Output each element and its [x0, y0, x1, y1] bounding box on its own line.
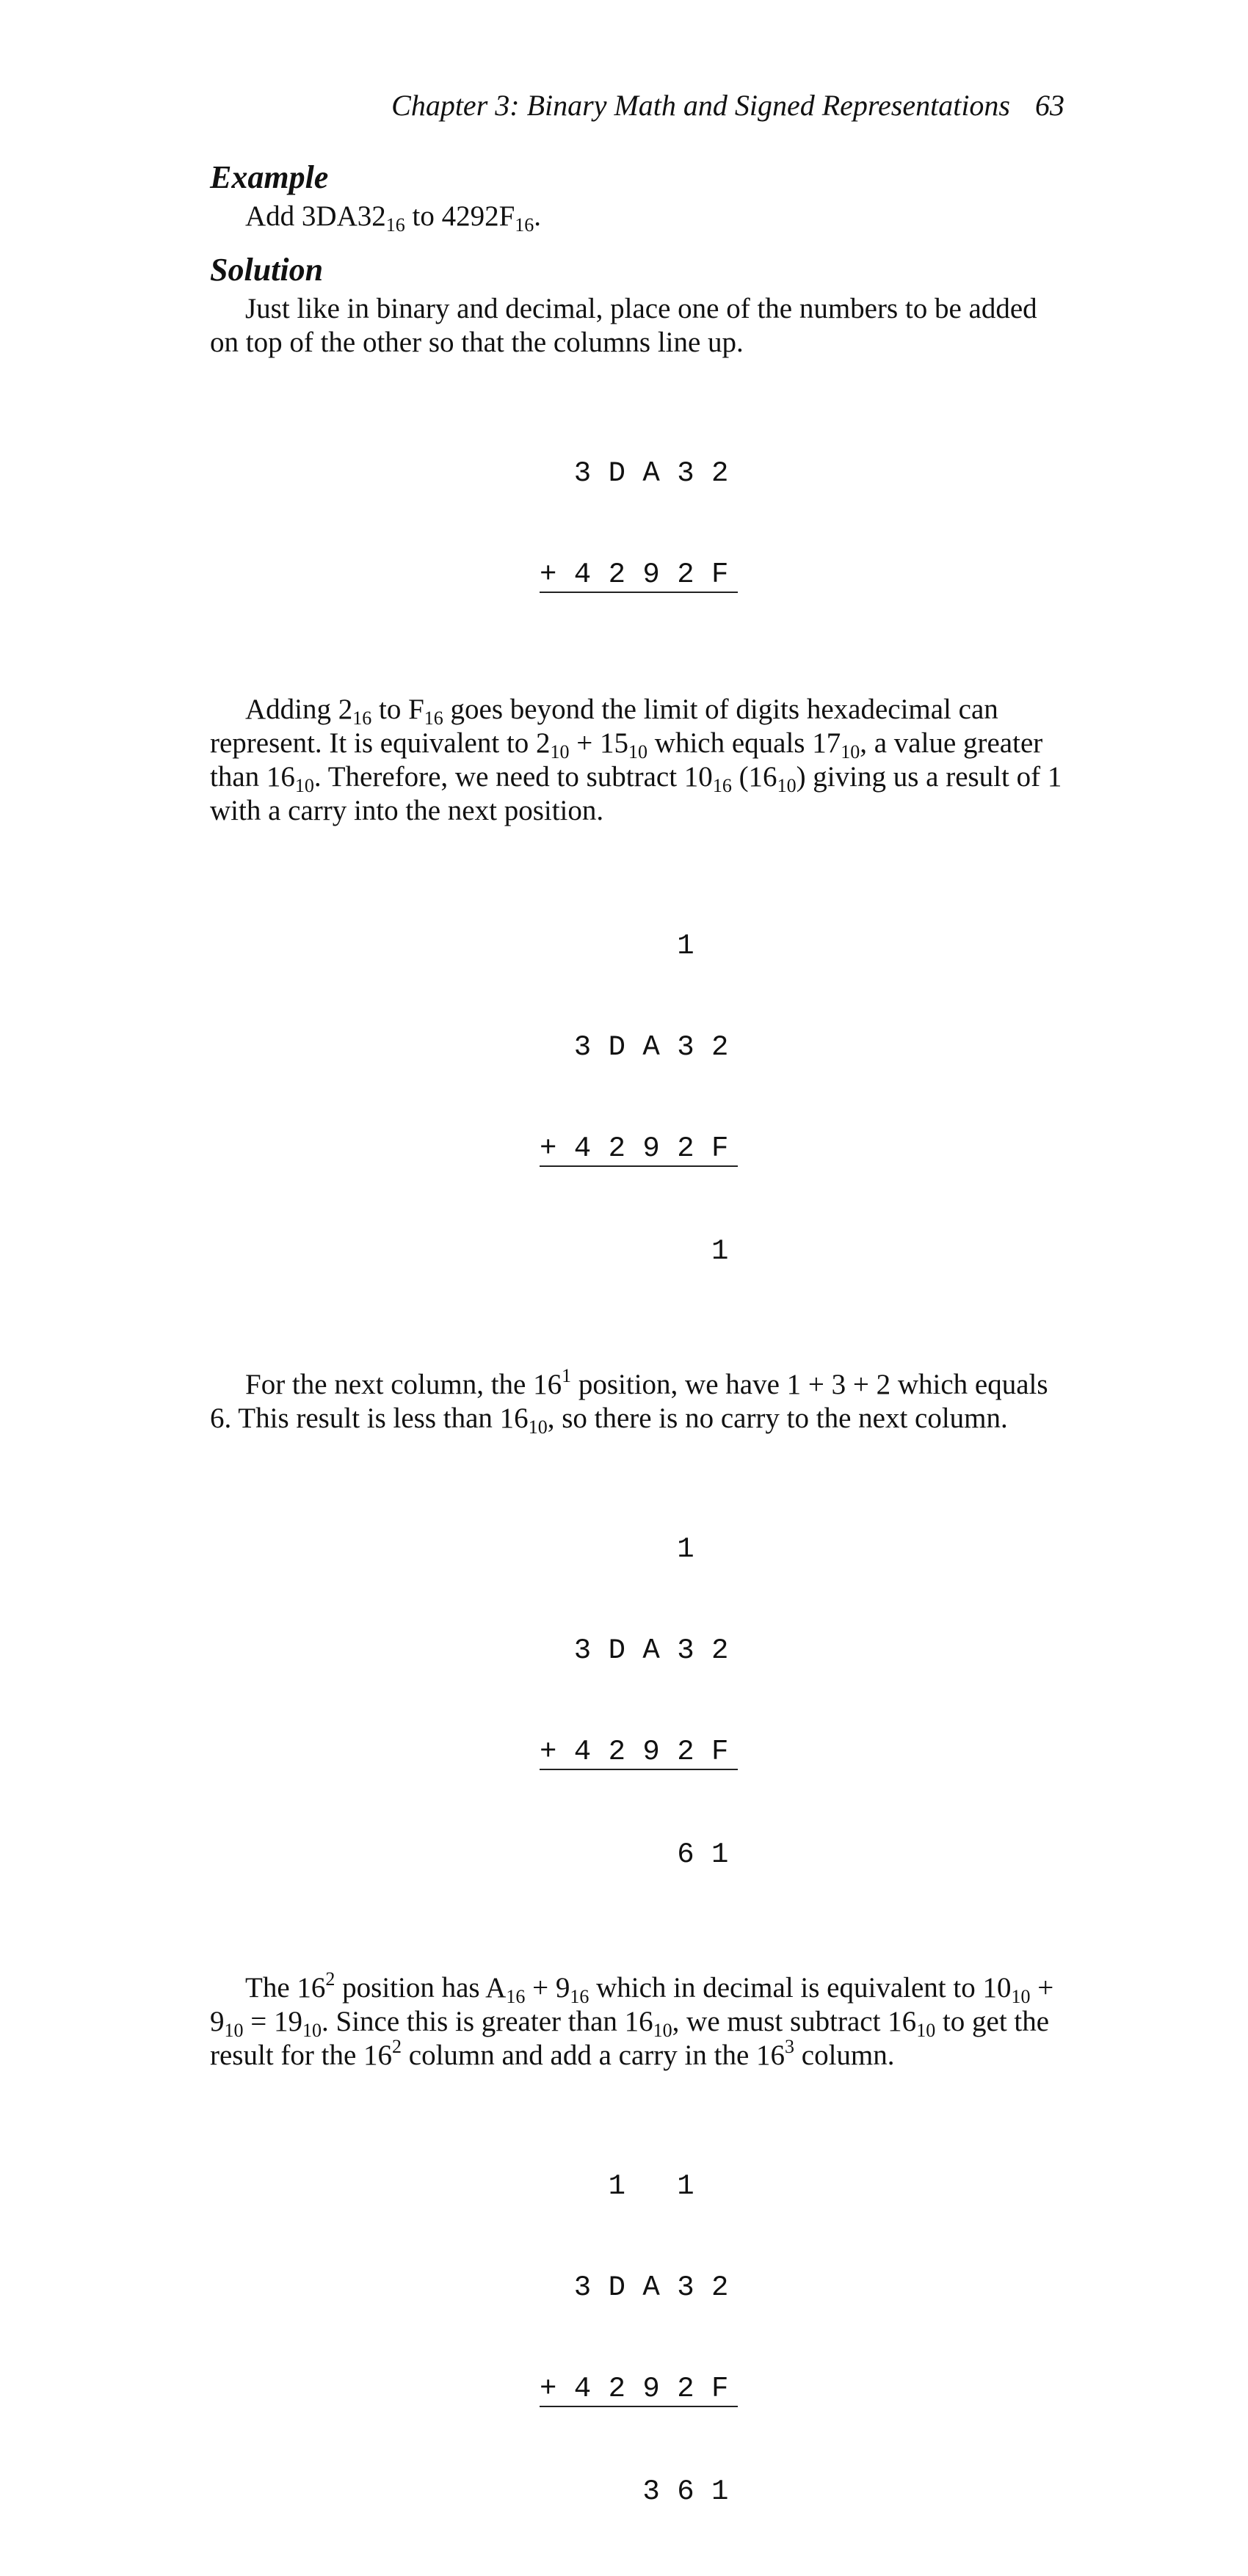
result-row: 1	[540, 1235, 729, 1267]
paragraph-ones-column: Adding $2_{16}$ to $F_{16}$ goes beyond the limit of digits hexadecimal can represent. It is equivalent to $2_{10} + 15_{10}$ which equals $17_{10}$, a value greater than $16_{10}$. Therefore, we need to subtract $10_{16}$ $(16_{10})$ giving us a result of 1 with a carry into the next position.	[210, 694, 1062, 826]
second-operand: + 4 2 9 2 F	[540, 1735, 738, 1770]
example-heading: Example	[210, 159, 329, 195]
top-operand: 3 D A 3 2	[540, 1031, 729, 1063]
carry-row: 1 1	[540, 2170, 729, 2202]
addition-step-2	[540, 862, 738, 1336]
result-row: 3 6 1	[540, 2475, 729, 2508]
top-operand: 3 D A 3 2	[540, 2271, 729, 2304]
paragraph-sixteens-column: For the next column, the $16^1$ position, we have 1 + 3 + 2 which equals 6. This result is less than $16_{10}$, so there is no carry to the next column.	[210, 1365, 1048, 1438]
top-operand: 3 D A 3 2	[540, 1634, 729, 1667]
carry-row: 1	[540, 930, 729, 962]
solution-heading: Solution	[210, 252, 324, 288]
second-operand: + 4 2 9 2 F	[540, 558, 738, 593]
example-statement: Add $3DA32_{16}$ to $4292F_{16}$.	[245, 200, 542, 236]
running-header	[391, 88, 1064, 123]
page-number: 63	[1035, 89, 1064, 122]
result-row: 6 1	[540, 1838, 729, 1871]
addition-step-4	[540, 2102, 738, 2576]
top-operand: 3 D A 3 2	[540, 457, 729, 490]
paragraph-256s-column: The $16^2$ position has $A_{16} + 9_{16}$ which in decimal is equivalent to $10_{10} + 9_{10} = 19_{10}$. Since this is greater than $16_{10}$, we must subtract $16_{10}$ to get the result for the $16^2$ column and add a carry in the $16^3$ column.	[210, 1968, 1054, 2071]
addition-step-3	[540, 1465, 738, 1939]
running-title: Chapter 3: Binary Math and Signed Representations	[391, 89, 1010, 122]
second-operand: + 4 2 9 2 F	[540, 1132, 738, 1167]
solution-paragraph: Just like in binary and decimal, place one of the numbers to be added on top of the other so that the columns line up.	[210, 293, 1037, 358]
addition-step-1	[540, 389, 738, 661]
second-operand: + 4 2 9 2 F	[540, 2372, 738, 2407]
page-content	[210, 157, 1067, 2576]
carry-row: 1	[540, 1533, 729, 1565]
